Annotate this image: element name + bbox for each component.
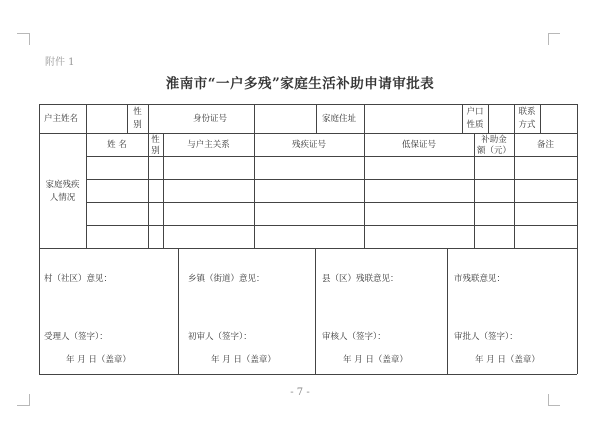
village-date-stamp: 年 月 日（盖章） [66,355,131,365]
table-rule [254,104,255,248]
table-rule [86,202,577,203]
id-number-label: 身份证号 [193,114,228,124]
table-rule [86,156,577,157]
table-border-left [39,104,40,374]
village-opinion-label: 村（社区）意见： [44,274,113,284]
first-reviewer-signature-label: 初审人（签字）： [188,332,252,342]
crop-mark [548,405,560,406]
table-rule [86,179,577,180]
crop-mark [548,33,549,45]
page-title: 淮南市“一户多残”家庭生活补助申请审批表 [165,76,435,92]
crop-mark [17,405,29,406]
gender-label-top: 性 [133,107,142,117]
col-subsidy-header-top: 补助金 [481,135,507,145]
gender-label-bottom: 别 [133,120,142,130]
attachment-label: 附件 1 [45,57,75,68]
county-opinion-label: 县（区）残联意见： [322,274,399,284]
table-rule [364,104,365,248]
county-date-stamp: 年 月 日（盖章） [343,355,408,365]
crop-mark [17,33,29,34]
col-remarks-header: 备注 [536,140,554,150]
table-border-bottom [39,374,577,375]
table-rule [39,248,577,249]
table-border-top [39,104,577,105]
table-rule [447,248,448,374]
table-rule [488,104,489,133]
col-dibao-cert-header: 低保证号 [401,140,436,150]
col-gender-header-bottom: 别 [151,146,160,156]
table-rule [178,248,179,374]
township-opinion-label: 乡镇（街道）意见： [188,274,265,284]
householder-name-label: 户主姓名 [44,114,79,124]
table-rule [86,225,577,226]
city-date-stamp: 年 月 日（盖章） [475,355,540,365]
col-relation-header: 与户主关系 [187,140,230,150]
table-border-right [577,104,578,374]
acceptor-signature-label: 受理人（签字）： [44,332,108,342]
table-rule [39,133,577,134]
reviewer-signature-label: 审核人（签字）： [322,332,386,342]
col-gender-header-top: 性 [151,135,160,145]
table-rule [540,104,541,133]
township-date-stamp: 年 月 日（盖章） [211,355,276,365]
table-rule [148,104,149,248]
home-address-label: 家庭住址 [322,114,357,124]
table-rule [315,248,316,374]
col-subsidy-header-bottom: 额（元） [476,146,511,156]
disabled-members-label-2: 人情况 [49,193,76,203]
hukou-label-bottom: 性质 [466,120,484,130]
table-rule [163,133,164,248]
crop-mark [29,33,30,45]
approver-signature-label: 审批人（签字）： [454,332,518,342]
col-name-header: 姓 名 [107,140,127,150]
hukou-label-top: 户口 [466,107,484,117]
disabled-members-label: 家庭残疾 [45,180,80,190]
contact-label-top: 联系 [518,107,536,117]
city-opinion-label: 市残联意见： [454,274,506,284]
table-rule [86,104,87,248]
page-number: - 7 - [290,387,310,398]
crop-mark [548,33,560,34]
col-disability-cert-header: 残疾证号 [291,140,326,150]
table-rule [316,104,317,133]
contact-label-bottom: 方式 [518,120,536,130]
